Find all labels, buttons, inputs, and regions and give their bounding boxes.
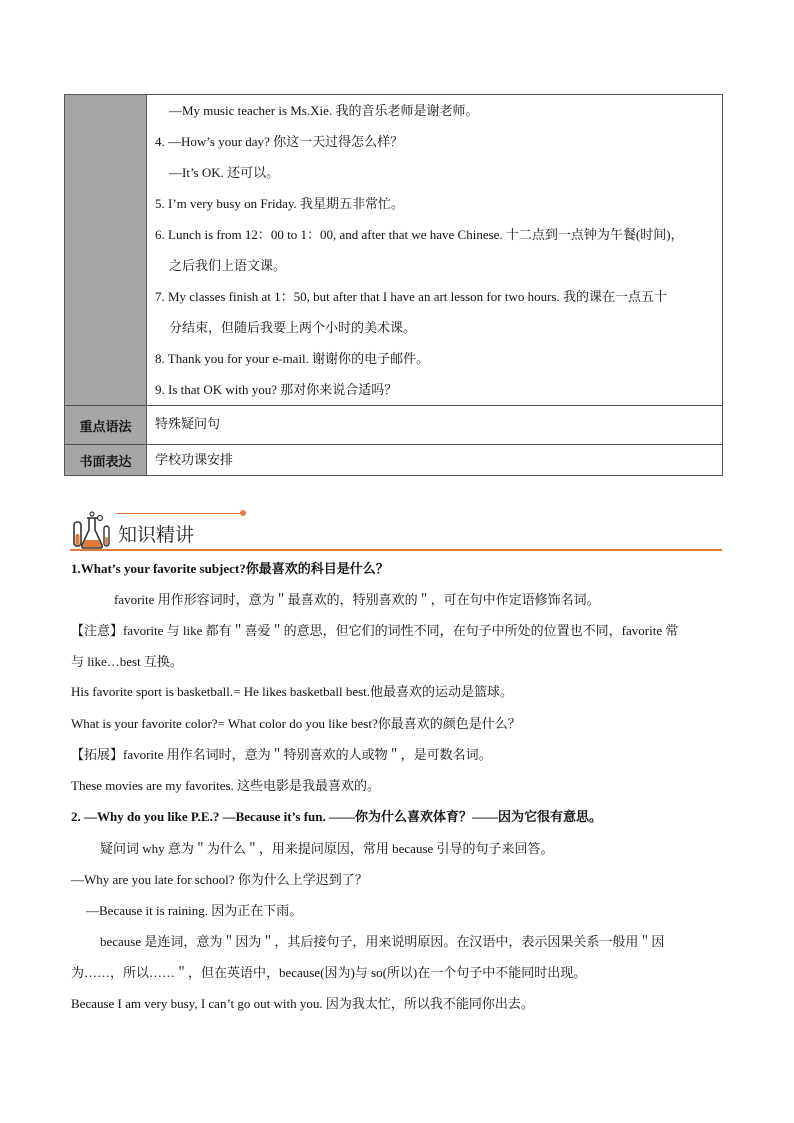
sentence-line: 8. Thank you for your e-mail. 谢谢你的电子邮件。 xyxy=(155,351,430,366)
sentence-line: 7. My classes finish at 1：50, but after that I have an art lesson for two hours. 我的课在一点五十 xyxy=(155,289,667,304)
writing-value: 学校功课安排 xyxy=(147,445,723,476)
sentences-cell xyxy=(147,95,723,406)
header-underline xyxy=(70,549,722,551)
sentence-line: 6. Lunch is from 12：00 to 1：00, and after that we have Chinese. 十二点到一点钟为午餐(时间)， xyxy=(155,227,684,242)
sentences-row xyxy=(65,95,723,406)
q2-example-1: —Why are you late for school? 你为什么上学迟到了？ xyxy=(71,872,368,887)
grammar-row xyxy=(65,406,723,445)
sentence-line: 分结束，但随后我要上两个小时的美术课。 xyxy=(169,320,417,335)
writing-row xyxy=(65,445,723,476)
grammar-value: 特殊疑问句 xyxy=(147,406,723,445)
sentences-label-cell xyxy=(65,95,147,406)
q2-example-3: Because I am very busy, I can’t go out with you. 因为我太忙，所以我不能同你出去。 xyxy=(71,996,534,1011)
q2-example-2: —Because it is raining. 因为正在下雨。 xyxy=(86,903,303,918)
q1-explanation: favorite 用作形容词时，意为＂最喜欢的，特别喜欢的＂，可在句中作定语修饰名词。 xyxy=(114,592,600,607)
q2-heading: 2. —Why do you like P.E.? —Because it’s fun. ——你为什么喜欢体育？——因为它很有意思。 xyxy=(71,809,602,824)
q1-example-3: These movies are my favorites. 这些电影是我最喜欢的。 xyxy=(71,778,381,793)
q1-note-line2: 与 like…best 互换。 xyxy=(71,654,183,669)
vocabulary-table xyxy=(64,94,723,476)
lab-flask-icon xyxy=(70,510,112,550)
header-gear-dot xyxy=(240,510,246,516)
q1-extension: 【拓展】favorite 用作名词时，意为＂特别喜欢的人或物＂，是可数名词。 xyxy=(71,747,492,762)
sentence-line: 5. I’m very busy on Friday. 我星期五非常忙。 xyxy=(155,196,405,211)
sentence-line: 4. —How’s your day? 你这一天过得怎么样？ xyxy=(155,134,404,149)
section-header xyxy=(70,510,722,552)
q1-example-1: His favorite sport is basketball.= He likes basketball best.他最喜欢的运动是篮球。 xyxy=(71,684,514,699)
sentence-line: —It’s OK. 还可以。 xyxy=(169,165,280,180)
section-title: 知识精讲 xyxy=(118,524,195,546)
q2-note-line2: 为……，所以……＂，但在英语中，because(因为)与 so(所以)在一个句子中不能同时出现。 xyxy=(71,965,587,980)
q1-note-line1: 【注意】favorite 与 like 都有＂喜爱＂的意思，但它们的词性不同，在句子中所处的位置也不同，favorite 常 xyxy=(71,623,679,638)
sentence-line: —My music teacher is Ms.Xie. 我的音乐老师是谢老师。 xyxy=(169,103,479,118)
writing-label: 书面表达 xyxy=(65,445,147,476)
q2-explanation: 疑问词 why 意为＂为什么＂，用来提问原因，常用 because 引导的句子来回答。 xyxy=(100,841,554,856)
header-top-rule xyxy=(116,513,242,514)
sentence-line: 之后我们上语文课。 xyxy=(169,258,287,273)
q1-heading: 1.What’s your favorite subject?你最喜欢的科目是什么？ xyxy=(71,561,389,576)
grammar-label: 重点语法 xyxy=(65,406,147,445)
sentence-line: 9. Is that OK with you? 那对你来说合适吗？ xyxy=(155,382,398,397)
q1-example-2: What is your favorite color?= What color do you like best?你最喜欢的颜色是什么？ xyxy=(71,716,521,731)
q2-note-line1: because 是连词，意为＂因为＂，其后接句子，用来说明原因。在汉语中，表示因果关系一般用＂因 xyxy=(100,934,665,949)
